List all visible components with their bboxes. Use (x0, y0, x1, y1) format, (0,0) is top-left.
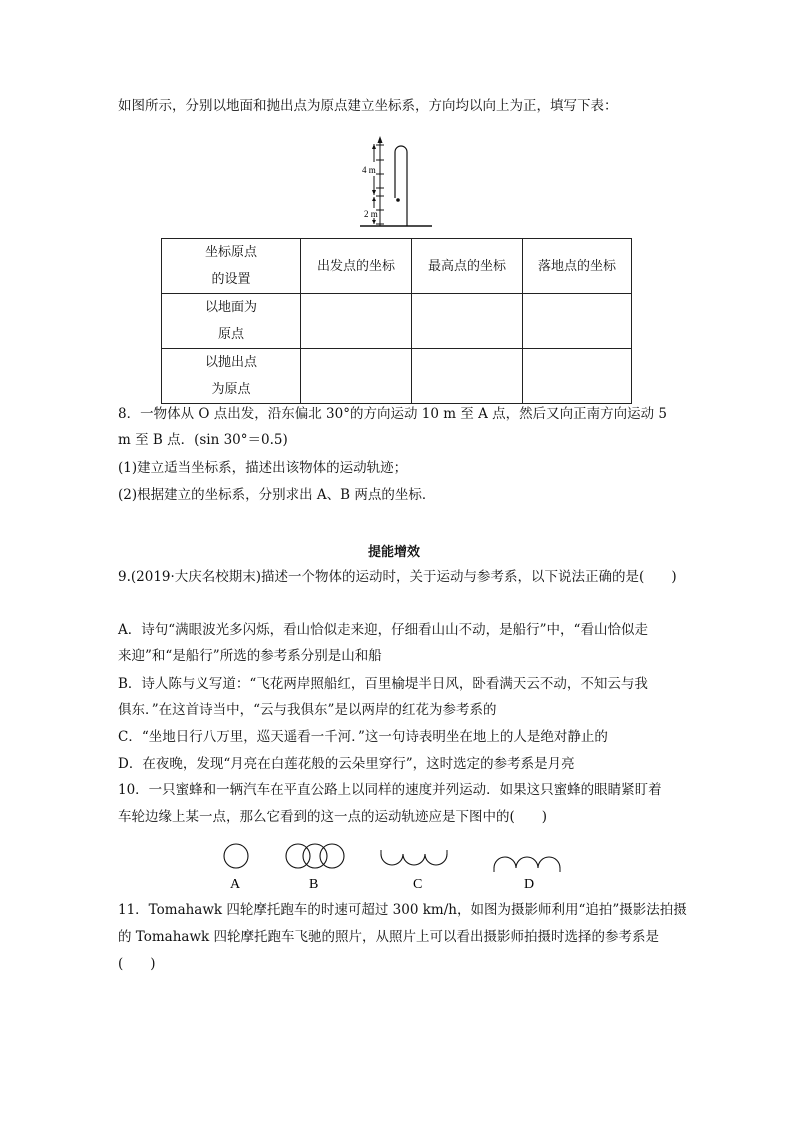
label-4m: 4 m (362, 165, 376, 175)
table-cell (523, 349, 632, 404)
trajectory-figure (340, 136, 450, 232)
table-header-origin: 坐标原点 的设置 (162, 239, 301, 294)
q11-line2: 的 Tomahawk 四轮摩托跑车飞驰的照片，从照片上可以看出摄影师拍摄时选择的参考系是 (118, 929, 659, 945)
option-label-d: D (524, 877, 535, 892)
option-label-c: C (413, 877, 423, 892)
trajectory-options-figure (215, 838, 575, 894)
option-label-a: A (230, 877, 241, 892)
section-title: 提能增效 (368, 545, 421, 560)
table-cell (301, 294, 412, 349)
q9-option-a-line1: A．诗句“满眼波光多闪烁，看山恰似走来迎，仔细看山山不动，是船行”中，“看山恰似走 (118, 622, 648, 638)
q8-sub1: (1)建立适当坐标系，描述出该物体的运动轨迹； (118, 460, 408, 476)
label-2m: 2 m (364, 209, 378, 219)
coordinate-table (161, 238, 632, 404)
q8-line1: 8．一物体从 O 点出发，沿东偏北 30°的方向运动 10 m 至 A 点，然后又向正南方向运动 5 (118, 406, 668, 422)
q9-option-b-line2: 俱东．”在这首诗当中，“云与我俱东”是以两岸的红花为参考系的 (118, 702, 497, 718)
q11-line1: 11．Tomahawk 四轮摩托跑车的时速可超过 300 km/h，如图为摄影师利用“追拍”摄影法拍摄 (118, 902, 687, 918)
q10-line1: 10．一只蜜蜂和一辆汽车在平直公路上以同样的速度并列运动．如果这只蜜蜂的眼睛紧盯着 (118, 782, 662, 798)
q9-option-c: C．“坐地日行八万里，巡天遥看一千河．”这一句诗表明坐在地上的人是绝对静止的 (118, 729, 608, 745)
table-header-highest: 最高点的坐标 (412, 239, 523, 294)
table-cell (412, 294, 523, 349)
table-header-start: 出发点的坐标 (301, 239, 412, 294)
q9-option-b-line1: B．诗人陈与义写道：“飞花两岸照船红，百里榆堤半日风，卧看满天云不动，不知云与我 (118, 676, 648, 692)
q10-line2: 车轮边缘上某一点，那么它看到的这一点的运动轨迹应是下图中的( ) (118, 809, 548, 825)
intro-text: 如图所示，分别以地面和抛出点为原点建立坐标系，方向均以向上为正，填写下表： (118, 98, 618, 114)
q8-line2: m 至 B 点．(sin 30°＝0.5) (118, 432, 288, 448)
table-row-ground: 以地面为 原点 (162, 294, 301, 349)
q11-line3: ( ) (118, 956, 156, 972)
table-cell (412, 349, 523, 404)
option-label-b: B (309, 877, 319, 892)
table-header-landing: 落地点的坐标 (523, 239, 632, 294)
q9-option-d: D．在夜晚，发现“月亮在白莲花般的云朵里穿行”，这时选定的参考系是月亮 (118, 756, 575, 772)
table-cell (523, 294, 632, 349)
q9-stem: 9.(2019·大庆名校期末)描述一个物体的运动时，关于运动与参考系，以下说法正确的是( ) (118, 569, 677, 585)
q8-sub2: (2)根据建立的坐标系，分别求出 A、B 两点的坐标． (118, 487, 436, 503)
table-cell (301, 349, 412, 404)
q9-option-a-line2: 来迎”和“是船行”所选的参考系分别是山和船 (118, 648, 382, 664)
table-row-throw-point: 以抛出点 为原点 (162, 349, 301, 404)
